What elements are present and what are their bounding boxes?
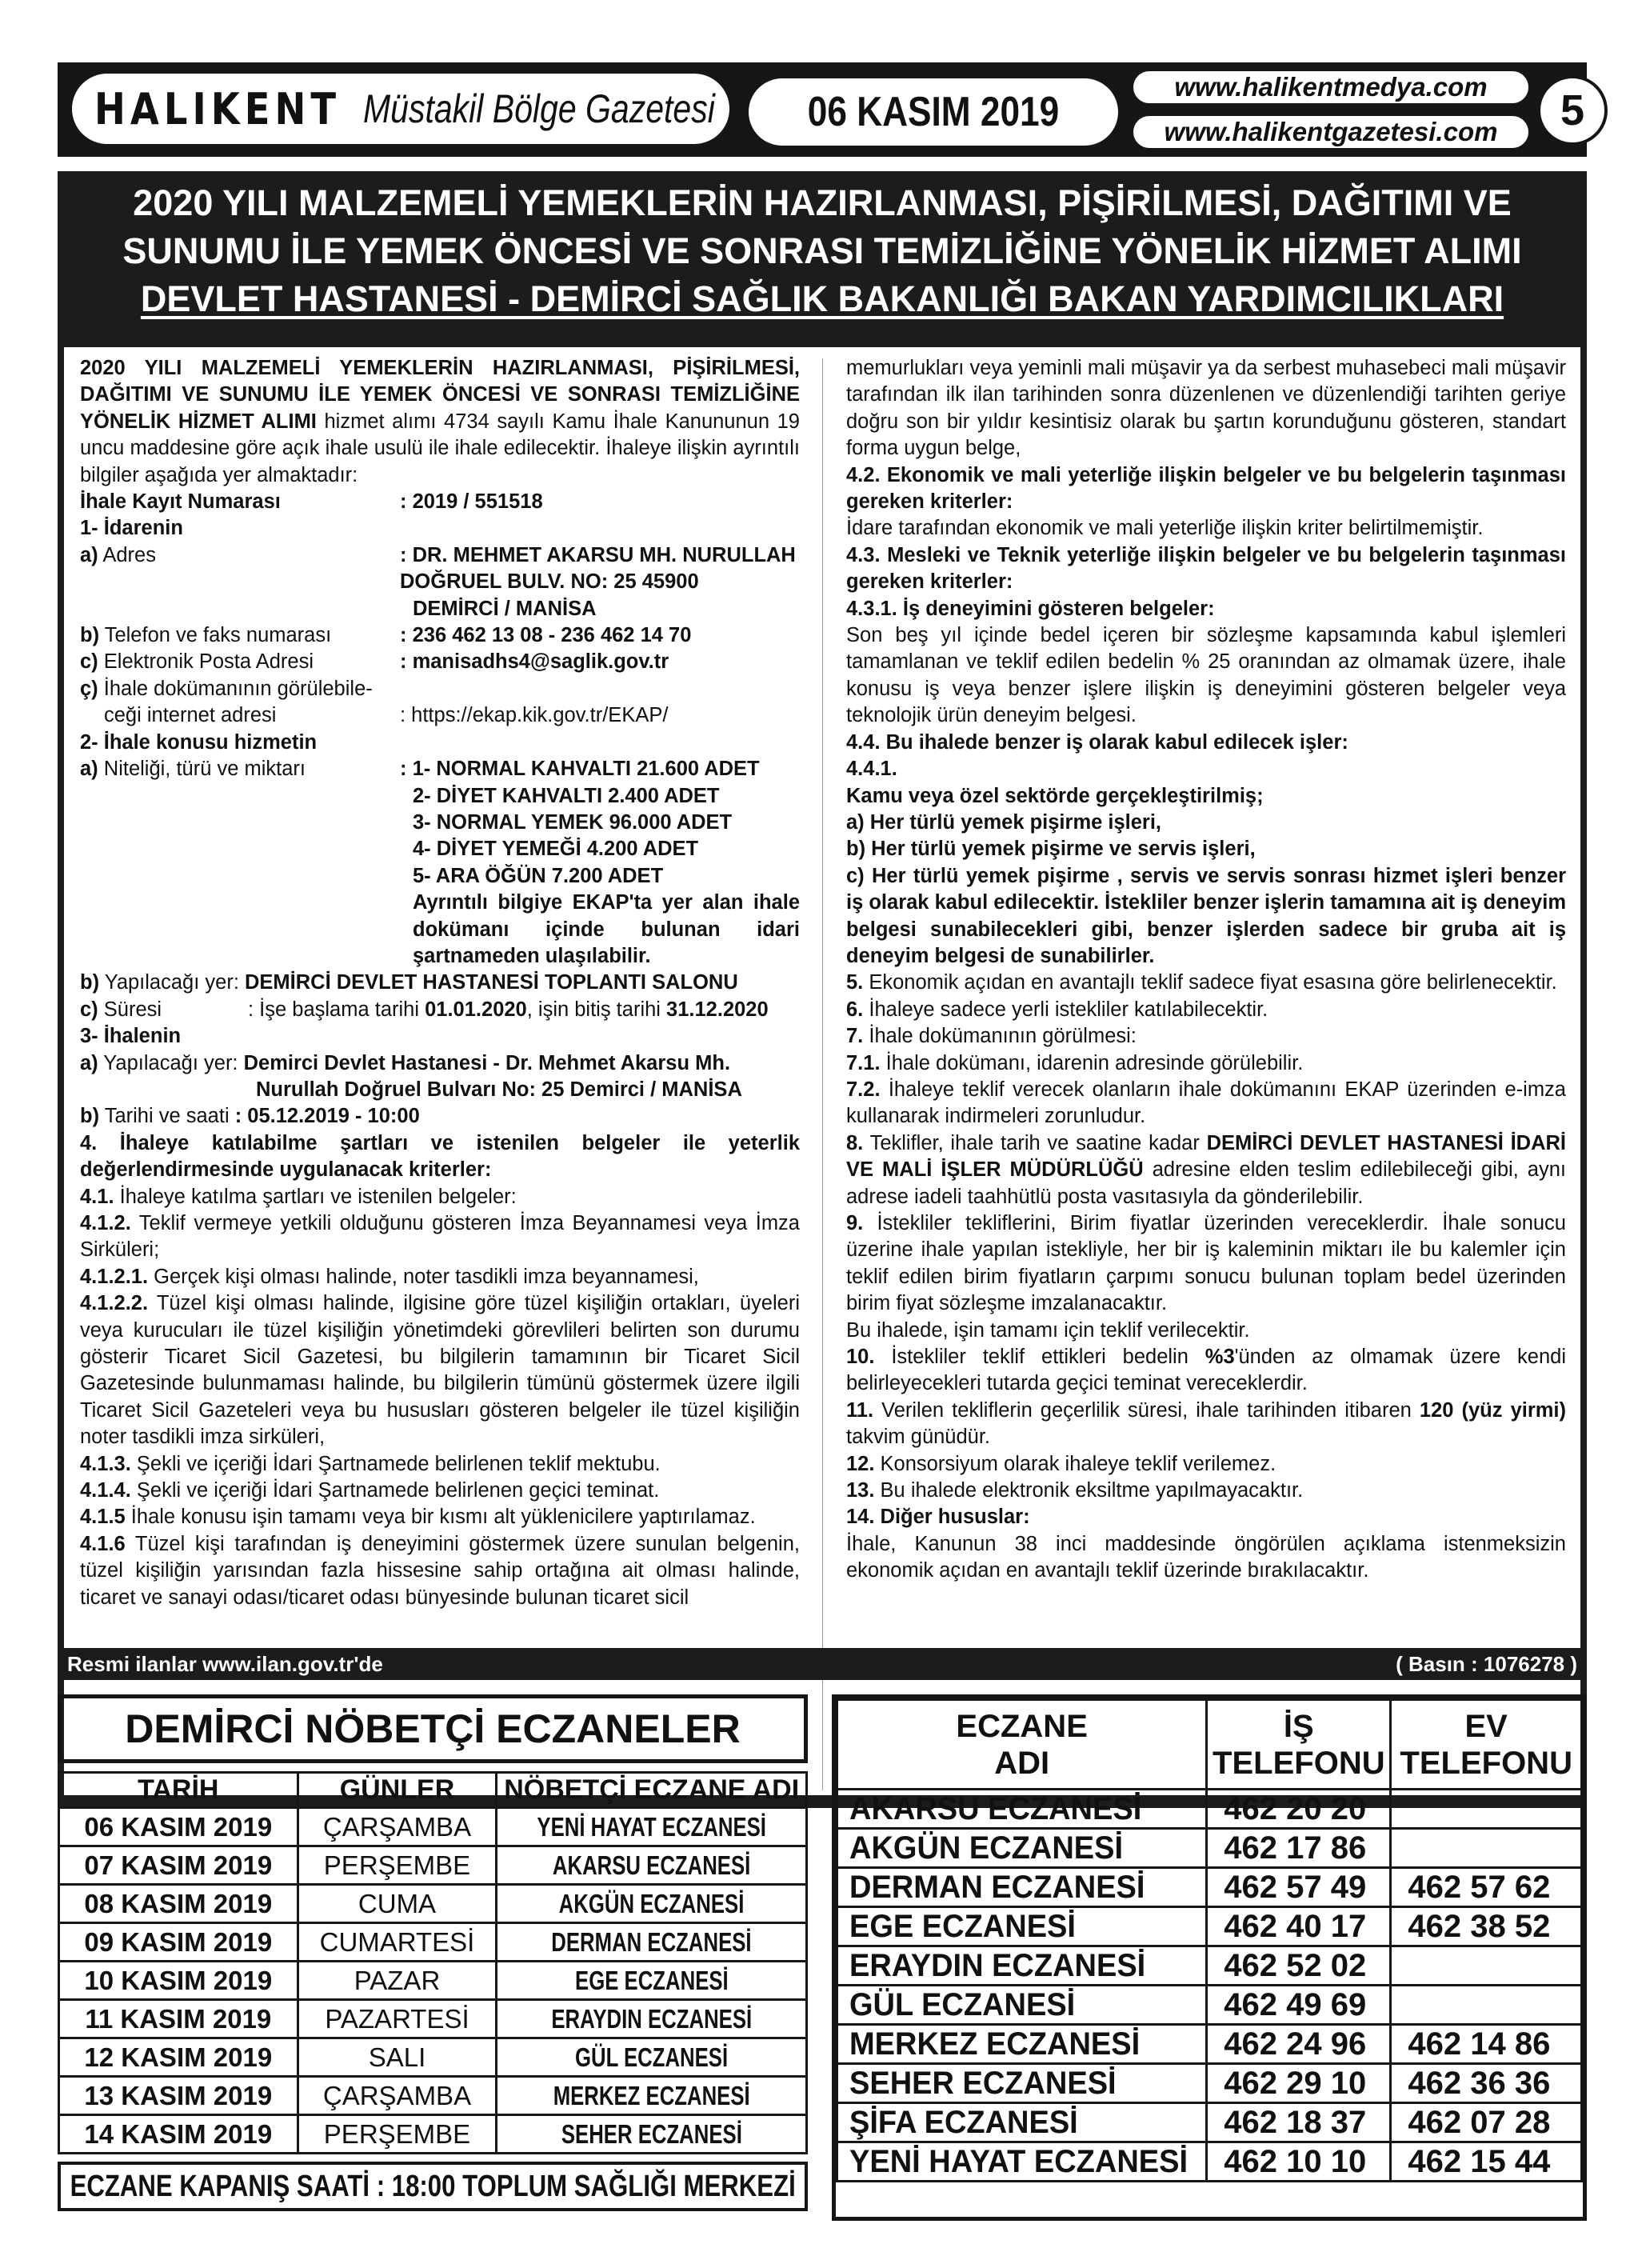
column-divider xyxy=(822,358,823,1790)
table-row xyxy=(837,2142,1582,2182)
table-row xyxy=(837,1868,1582,1907)
header-is-telefonu-text: İŞ TELEFONU xyxy=(1213,1708,1385,1781)
website-link-medya[interactable]: www.halikentmedya.com xyxy=(1131,69,1531,106)
pharmacy-name xyxy=(837,1907,1207,1946)
duty-pharmacy-name-text: SEHER ECZANESİ xyxy=(561,2118,742,2149)
s7-text: İhale dokümanının görülmesi: xyxy=(863,1025,1137,1048)
s414-num: 4.1.4. xyxy=(80,1479,131,1502)
s10-bold: %3 xyxy=(1205,1346,1235,1369)
duty-date: 07 KASIM 2019 xyxy=(59,1846,298,1885)
home-phone xyxy=(1391,1790,1582,1829)
pharmacy-name xyxy=(837,1986,1207,2025)
s12-text: Konsorsiyum olarak ihaleye teklif verilemez. xyxy=(874,1452,1276,1475)
duty-pharmacy-name-text: YENİ HAYAT ECZANESİ xyxy=(537,1811,766,1842)
s13-text: Bu ihalede elektronik eksiltme yapılmayacaktır. xyxy=(874,1479,1304,1502)
duty-day: PERŞEMBE xyxy=(298,2115,497,2154)
header-gunler: GÜNLER xyxy=(298,1773,497,1808)
table-header-row xyxy=(59,1773,807,1808)
table-header-row xyxy=(837,1700,1582,1790)
home-phone: 462 07 28 xyxy=(1391,2103,1582,2142)
item-3: 3- NORMAL YEMEK 96.000 ADET xyxy=(413,810,733,834)
s416-num: 4.1.6 xyxy=(80,1532,126,1555)
adres-label: Adres xyxy=(98,543,156,566)
intro-bold: 2020 YILI MALZEMELİ YEMEKLERİN HAZIRLANMASI, PİŞİRİLMESİ, DAĞITIMI VE SUNUMU İLE YEMEK ÖNCESİ VE SONRASI TEMİZLİĞİNE YÖNELİK HİZMET ALIMI xyxy=(80,357,800,433)
item-note: Ayrıntılı bilgiye EKAP'ta yer alan ihale dokümanı içinde bulunan idari şartnameden ulaşılabilir. xyxy=(413,891,800,967)
eposta-label: Elektronik Posta Adresi xyxy=(98,650,314,674)
basin-number: ( Basın : 1076278 ) xyxy=(1396,1651,1577,1676)
iyer-value-2: Nurullah Doğruel Bulvarı No: 25 Demirci / MANİSA xyxy=(256,1078,742,1101)
sure-pre: : İşe başlama tarihi xyxy=(248,998,425,1021)
pharmacy-name-text: SEHER ECZANESİ xyxy=(849,2065,1117,2101)
table-row xyxy=(837,2064,1582,2103)
s412-text: Teklif vermeye yetkili olduğunu gösteren İmza Beyannamesi veya İmza Sirküleri; xyxy=(80,1212,800,1262)
yer-letter: b) xyxy=(80,971,100,994)
table-row xyxy=(59,1808,807,1846)
s413-text: Şekli ve içeriği İdari Şartnamede belirlenen teklif mektubu. xyxy=(130,1452,661,1475)
s10-num: 10. xyxy=(846,1346,875,1369)
home-phone: 462 14 86 xyxy=(1391,2025,1582,2064)
pharmacy-name xyxy=(837,2025,1207,2064)
s14-text: İhale, Kanunun 38 inci maddesinde öngörülen açıklama istenmeksizin ekonomik açıdan en avantajlı teklif üzerinde bırakılacaktır. xyxy=(846,1532,1566,1582)
konu-heading: 2- İhale konusu hizmetin xyxy=(80,730,318,754)
s8-bold: DEMİRCİ DEVLET HASTANESİ İDARİ VE MALİ İŞLER MÜDÜRLÜĞÜ xyxy=(846,1131,1566,1182)
duty-pharmacy-name-text: EGE ECZANESİ xyxy=(574,1965,729,1995)
s9-num: 9. xyxy=(846,1212,864,1234)
duty-day: CUMARTESİ xyxy=(298,1923,497,1962)
s42-text: İdare tarafından ekonomik ve mali yeterliğe ilişkin kriter belirtilmemiştir. xyxy=(846,517,1484,540)
home-phone: 462 38 52 xyxy=(1391,1907,1582,1946)
header-eczane: NÖBETÇİ ECZANE ADI xyxy=(497,1773,807,1808)
duty-pharmacy-name-text: GÜL ECZANESİ xyxy=(575,2042,729,2072)
work-phone: 462 10 10 xyxy=(1207,2142,1391,2182)
work-phone: 462 57 49 xyxy=(1207,1868,1391,1907)
duty-pharmacy-name xyxy=(497,2038,807,2077)
item-1: : 1- NORMAL KAHVALTI 21.600 ADET xyxy=(400,758,760,781)
table-row xyxy=(837,2025,1582,2064)
s44-heading: 4.4. Bu ihalede benzer iş olarak kabul edilecek işler: xyxy=(846,730,1348,754)
duty-pharmacy-name-text: AKARSU ECZANESİ xyxy=(552,1850,751,1880)
tender-announcement xyxy=(58,171,1587,1808)
home-phone xyxy=(1391,1946,1582,1986)
duty-pharmacy-name-text: AKGÜN ECZANESİ xyxy=(558,1888,745,1918)
continuation-text: memurlukları veya yeminli mali müşavir ya da serbest muhasebeci mali müşavir tarafından ilk ilan tarihinden sonra düzenlenen ve düzenlendiği tarihten geriye doğru son bir yıldır kesintisiz olarak bu şartın korunduğunu gösteren, standart forma uygun belge, xyxy=(846,357,1566,460)
duty-day: PERŞEMBE xyxy=(298,1846,497,1885)
pharmacy-name xyxy=(837,2142,1207,2182)
duty-date: 14 KASIM 2019 xyxy=(59,2115,298,2154)
s6-num: 6. xyxy=(846,998,864,1021)
pharmacy-name-text: ŞİFA ECZANESİ xyxy=(849,2104,1078,2140)
table-row xyxy=(59,1962,807,2000)
s72-num: 7.2. xyxy=(846,1078,881,1101)
resmi-ilanlar-link[interactable]: Resmi ilanlar www.ilan.gov.tr'de xyxy=(67,1651,383,1676)
s11-bold: 120 (yüz yirmi) xyxy=(1419,1398,1567,1422)
table-row xyxy=(837,1986,1582,2025)
page-number: 5 xyxy=(1537,75,1608,146)
s10-text-1: İstekliler teklif ettikleri bedelin xyxy=(874,1346,1205,1369)
duty-date: 09 KASIM 2019 xyxy=(59,1923,298,1962)
duty-pharmacy-name xyxy=(497,1923,807,1962)
table-row xyxy=(59,2077,807,2115)
nitelik-label: Niteliği, türü ve miktarı xyxy=(98,758,306,781)
table-row xyxy=(837,2103,1582,2142)
duty-pharmacy-name xyxy=(497,2115,807,2154)
s441-c: b) Her türlü yemek pişirme ve servis işleri, xyxy=(846,838,1256,861)
announcement-title xyxy=(58,179,1587,323)
table-row xyxy=(59,2038,807,2077)
item-4: 4- DİYET YEMEĞİ 4.200 ADET xyxy=(413,838,699,861)
duty-pharmacy-name xyxy=(497,1962,807,2000)
adres-value-2: DEMİRCİ / MANİSA xyxy=(413,597,597,620)
announcement-body xyxy=(64,347,1580,1795)
tel-letter: b) xyxy=(80,624,100,647)
duty-day: PAZAR xyxy=(298,1962,497,2000)
duty-pharmacies-title: DEMİRCİ NÖBETÇİ ECZANELER xyxy=(58,1694,808,1763)
sure-letter: c) xyxy=(80,998,98,1021)
pharmacy-name-text: AKGÜN ECZANESİ xyxy=(849,1830,1124,1866)
s441-b: a) Her türlü yemek pişirme işleri, xyxy=(846,810,1162,834)
s71-num: 7.1. xyxy=(846,1051,881,1074)
kayit-value: : 2019 / 551518 xyxy=(400,490,543,514)
work-phone: 462 29 10 xyxy=(1207,2064,1391,2103)
section-4-heading: 4. İhaleye katılabilme şartları ve istenilen belgeler ile yeterlik değerlendirmesinde uygulanacak kriterler: xyxy=(80,1131,800,1182)
home-phone: 462 57 62 xyxy=(1391,1868,1582,1907)
s6-text: İhaleye sadece yerli istekliler katılabilecektir. xyxy=(863,998,1268,1021)
s71-text: İhale dokümanı, idarenin adresinde görülebilir. xyxy=(880,1051,1304,1074)
newspaper-subtitle: Müstakil Bölge Gazetesi xyxy=(363,86,716,131)
s9-text: İstekliler tekliflerini, Birim fiyatlar üzerinden vereceklerdir. İhale sonucu üzerine ihale yapılan istekliyle, her bir iş kaleminin miktarı ile bu kalemler için teklif edilen birim fiyatların çarpımı sonucu bulunan toplam bedel üzerinden birim fiyat sözleşme imzalanacaktır. xyxy=(846,1212,1566,1315)
s72-text: İhaleye teklif verecek olanların ihale dokümanını EKAP üzerinden e-imza kullanarak indirmeleri zorunludur. xyxy=(846,1078,1566,1128)
s431-heading: 4.3.1. İş deneyimini gösteren belgeler: xyxy=(846,597,1215,620)
pharmacy-name xyxy=(837,1790,1207,1829)
s7-num: 7. xyxy=(846,1025,864,1048)
issue-date-text: 06 KASIM 2019 xyxy=(807,89,1060,135)
pharmacy-name-text: YENİ HAYAT ECZANESİ xyxy=(849,2143,1189,2179)
s4122-num: 4.1.2.2. xyxy=(80,1292,149,1315)
tel-value: : 236 462 13 08 - 236 462 14 70 xyxy=(400,624,692,647)
header-is-telefonu xyxy=(1207,1700,1391,1790)
internet-label-2: ceği internet adresi xyxy=(104,704,277,727)
right-column xyxy=(846,355,1566,1585)
pharmacy-name-text: ERAYDIN ECZANESİ xyxy=(849,1947,1146,1983)
duty-day: SALI xyxy=(298,2038,497,2077)
work-phone: 462 20 20 xyxy=(1207,1790,1391,1829)
s415-num: 4.1.5 xyxy=(80,1506,126,1529)
header-ev-telefonu xyxy=(1391,1700,1582,1790)
duty-day: ÇARŞAMBA xyxy=(298,1808,497,1846)
internet-letter: ç) xyxy=(80,677,98,700)
internet-label-1: İhale dokümanının görülebile- xyxy=(98,677,373,700)
s10-text-2: 'ünden az olmamak üzere kendi belirleyecekleri tutarda geçici teminat vereceklerdir. xyxy=(846,1346,1566,1395)
pharmacy-name xyxy=(837,1829,1207,1868)
table-row xyxy=(59,1885,807,1923)
kayit-label: İhale Kayıt Numarası xyxy=(80,490,281,514)
pharmacy-phone-table xyxy=(836,1698,1583,2182)
tarih-label: Tarihi ve saati xyxy=(99,1105,230,1128)
s4121-num: 4.1.2.1. xyxy=(80,1265,149,1288)
work-phone: 462 17 86 xyxy=(1207,1829,1391,1868)
adres-value: : DR. MEHMET AKARSU MH. NURULLAH DOĞRUEL BULV. NO: 25 45900 xyxy=(400,543,796,594)
s9-text-2: Bu ihalede, işin tamamı için teklif verilecektir. xyxy=(846,1318,1250,1342)
s5-num: 5. xyxy=(846,971,864,994)
s412-num: 4.1.2. xyxy=(80,1212,131,1234)
s441-a: Kamu veya özel sektörde gerçekleştirilmiş; xyxy=(846,784,1264,807)
s13-num: 13. xyxy=(846,1479,875,1502)
table-row xyxy=(59,2115,807,2154)
eposta-letter: c) xyxy=(80,650,98,674)
s43-heading: 4.3. Mesleki ve Teknik yeterliğe ilişkin belgeler ve bu belgelerin taşınması gereken kriterler: xyxy=(846,543,1566,594)
duty-pharmacy-name xyxy=(497,2077,807,2115)
duty-pharmacy-name xyxy=(497,1846,807,1885)
s415-text: İhale konusu işin tamamı veya bir kısmı alt yüklenicilere yaptırılamaz. xyxy=(125,1506,756,1529)
home-phone: 462 36 36 xyxy=(1391,2064,1582,2103)
iyer-value-1: Demirci Devlet Hastanesi - Dr. Mehmet Akarsu Mh. xyxy=(238,1051,731,1074)
newspaper-name: HALIKENT xyxy=(94,83,342,134)
tarih-value: : 05.12.2019 - 10:00 xyxy=(229,1105,420,1128)
sure-mid: , işin bitiş tarihi xyxy=(526,998,667,1021)
website-link-gazete[interactable]: www.halikentgazetesi.com xyxy=(1131,114,1531,150)
intro-text: hizmet alımı 4734 sayılı Kamu İhale Kanununun 19 uncu maddesine göre açık ihale usulü ile ihale edilecektir. İhaleye ilişkin ayrıntılı bilgiler aşağıda yer almaktadır: xyxy=(80,410,800,486)
internet-value[interactable]: : https://ekap.kik.gov.tr/EKAP/ xyxy=(400,704,669,727)
s414-text: Şekli ve içeriği İdari Şartnamede belirlenen geçici teminat. xyxy=(130,1479,660,1502)
header-tarih: TARİH xyxy=(59,1773,298,1808)
header-eczane-adi-text: ECZANE ADI xyxy=(956,1708,1088,1781)
home-phone xyxy=(1391,1829,1582,1868)
table-row xyxy=(59,1846,807,1885)
s41-text: İhaleye katılma şartları ve istenilen belgeler: xyxy=(114,1185,517,1208)
table-row xyxy=(837,1946,1582,1986)
duty-schedule-table xyxy=(58,1771,808,2154)
duty-date: 06 KASIM 2019 xyxy=(59,1808,298,1846)
duty-date: 08 KASIM 2019 xyxy=(59,1885,298,1923)
duty-pharmacy-name xyxy=(497,2000,807,2038)
s42-heading: 4.2. Ekonomik ve mali yeterliğe ilişkin belgeler ve bu belgelerin taşınması gereken kriterler: xyxy=(846,463,1566,514)
s41-num: 4.1. xyxy=(80,1185,114,1208)
pharmacy-name-text: MERKEZ ECZANESİ xyxy=(849,2026,1141,2062)
pharmacy-name xyxy=(837,2064,1207,2103)
work-phone: 462 40 17 xyxy=(1207,1907,1391,1946)
duty-day: ÇARŞAMBA xyxy=(298,2077,497,2115)
s416-text: Tüzel kişi tarafından iş deneyimini göstermek üzere sunulan belgenin, tüzel kişiliğin yarısından fazla hissesine sahip ortağına ait olması halinde, ticaret ve sanayi odası/ticaret odası bünyesinde bulunan ticaret sicil xyxy=(80,1532,800,1609)
s8-text-2: adresine elden teslim edilebileceği gibi, aynı adrese iadeli taahhütlü posta vasıtasıyla da gönderilebilir. xyxy=(846,1158,1566,1208)
pharmacy-name xyxy=(837,1946,1207,1986)
idare-heading: 1- İdarenin xyxy=(80,517,183,540)
pharmacy-name-text: DERMAN ECZANESİ xyxy=(849,1869,1145,1905)
duty-date: 12 KASIM 2019 xyxy=(59,2038,298,2077)
duty-pharmacies xyxy=(58,1694,808,2203)
eposta-value[interactable]: : manisadhs4@saglik.gov.tr xyxy=(400,650,669,674)
duty-day: PAZARTESİ xyxy=(298,2000,497,2038)
sure-end: 31.12.2020 xyxy=(666,998,769,1021)
title-line-3: DEVLET HASTANESİ - DEMİRCİ SAĞLIK BAKANLIĞI BAKAN YARDIMCILIKLARI xyxy=(140,278,1504,319)
duty-pharmacy-name-text: ERAYDIN ECZANESİ xyxy=(551,2003,753,2034)
newspaper-brand xyxy=(69,70,733,147)
work-phone: 462 52 02 xyxy=(1207,1946,1391,1986)
s4122-text: Tüzel kişi olması halinde, ilgisine göre tüzel kişiliğin ortakları, üyeleri veya kurucuları ile tüzel kişiliğin yönetimdeki görevlileri belirten son durumu gösterir Ticaret Sicil Gazetesi, bu bilgilerin tamamının bir Ticaret Sicil Gazetesinde bulunmaması halinde, bu bilgilerin tümünü göstermek üzere ilgili Ticaret Sicil Gazeteleri veya bu hususları gösteren belgeler ile tüzel kişiliğin noter tasdikli imza sirküleri, xyxy=(80,1292,800,1449)
s441-heading: 4.4.1. xyxy=(846,758,897,781)
header-eczane-adi xyxy=(837,1700,1207,1790)
s11-text-2: takvim günüdür. xyxy=(846,1426,991,1449)
duty-pharmacy-name xyxy=(497,1885,807,1923)
s413-num: 4.1.3. xyxy=(80,1452,131,1475)
table-row xyxy=(59,1923,807,1962)
work-phone: 462 18 37 xyxy=(1207,2103,1391,2142)
tarih-letter: b) xyxy=(80,1105,100,1128)
iyer-letter: a) xyxy=(80,1051,98,1074)
pharmacy-name xyxy=(837,2103,1207,2142)
table-row xyxy=(59,2000,807,2038)
s11-text-1: Verilen tekliflerin geçerlilik süresi, ihale tarihinden itibaren xyxy=(873,1398,1420,1422)
left-column xyxy=(80,355,800,1611)
adres-letter: a) xyxy=(80,543,98,566)
masthead xyxy=(58,62,1587,157)
home-phone xyxy=(1391,1986,1582,2025)
s431-text: Son beş yıl içinde bedel içeren bir sözleşme kapsamında kabul işlemleri tamamlanan ve teklif edilen bedelin % 25 oranından az olmamak üzere, ihale konusu iş veya benzer işlere ilişkin iş deneyimini gösteren belgeler veya teknolojik ürün deneyim belgesi. xyxy=(846,624,1566,727)
duty-date: 11 KASIM 2019 xyxy=(59,2000,298,2038)
s4121-text: Gerçek kişi olması halinde, noter tasdikli imza beyannamesi, xyxy=(148,1265,699,1288)
header-ev-telefonu-text: EV TELEFONU xyxy=(1400,1708,1572,1781)
duty-pharmacy-name xyxy=(497,1808,807,1846)
official-notice-bar xyxy=(58,1648,1587,1680)
s5-text: Ekonomik açıdan en avantajlı teklif sadece fiyat esasına göre belirlenecektir. xyxy=(863,971,1557,994)
duty-day: CUMA xyxy=(298,1885,497,1923)
tel-label: Telefon ve faks numarası xyxy=(99,624,332,647)
duty-date: 13 KASIM 2019 xyxy=(59,2077,298,2115)
sure-label: Süresi xyxy=(98,998,162,1021)
yer-value: DEMİRCİ DEVLET HASTANESİ TOPLANTI SALONU xyxy=(238,971,738,994)
nitelik-letter: a) xyxy=(80,758,98,781)
pharmacy-name-text: GÜL ECZANESİ xyxy=(849,1986,1076,2022)
s8-num: 8. xyxy=(846,1131,864,1154)
s8-text-1: Teklifler, ihale tarih ve saatine kadar xyxy=(863,1131,1207,1154)
closing-time-note xyxy=(58,2162,808,2211)
title-line-1: 2020 YILI MALZEMELİ YEMEKLERİN HAZIRLANMASI, PİŞİRİLMESİ, DAĞITIMI VE xyxy=(133,182,1512,223)
table-row xyxy=(837,1829,1582,1868)
work-phone: 462 24 96 xyxy=(1207,2025,1391,2064)
pharmacy-name-text: AKARSU ECZANESİ xyxy=(849,1790,1142,1826)
duty-date: 10 KASIM 2019 xyxy=(59,1962,298,2000)
table-row xyxy=(837,1907,1582,1946)
pharmacy-phone-list xyxy=(832,1694,1587,2221)
duty-pharmacy-name-text: MERKEZ ECZANESİ xyxy=(553,2080,750,2110)
issue-date xyxy=(745,75,1121,149)
work-phone: 462 49 69 xyxy=(1207,1986,1391,2025)
s11-num: 11. xyxy=(846,1398,874,1422)
item-2: 2- DİYET KAHVALTI 2.400 ADET xyxy=(413,784,720,807)
title-line-2: SUNUMU İLE YEMEK ÖNCESİ VE SONRASI TEMİZLİĞİNE YÖNELİK HİZMET ALIMI xyxy=(122,230,1522,271)
yer-label: Yapılacağı yer: xyxy=(99,971,239,994)
s12-num: 12. xyxy=(846,1452,875,1475)
s441-d: c) Her türlü yemek pişirme , servis ve servis sonrası hizmet işleri benzer iş olarak kabul edilecektir. İstekliler benzer işlerin tamamına ait iş deneyim belgesi sunabilecekleri gibi, benzer işlerden sadece bir gruba ait iş deneyim belgesi de sunabilirler. xyxy=(846,864,1566,967)
closing-time-text: ECZANE KAPANIŞ SAATİ : 18:00 TOPLUM SAĞLIĞI MERKEZİ xyxy=(70,2169,796,2203)
pharmacy-name-text: EGE ECZANESİ xyxy=(849,1908,1076,1944)
home-phone: 462 15 44 xyxy=(1391,2142,1582,2182)
ihalenin-heading: 3- İhalenin xyxy=(80,1025,182,1048)
iyer-label: Yapılacağı yer: xyxy=(98,1051,238,1074)
duty-pharmacy-name-text: DERMAN ECZANESİ xyxy=(551,1926,752,1957)
table-row xyxy=(837,1790,1582,1829)
pharmacy-name xyxy=(837,1868,1207,1907)
item-5: 5- ARA ÖĞÜN 7.200 ADET xyxy=(413,864,664,887)
s14-heading: 14. Diğer hususlar: xyxy=(846,1506,1030,1529)
sure-start: 01.01.2020 xyxy=(425,998,527,1021)
